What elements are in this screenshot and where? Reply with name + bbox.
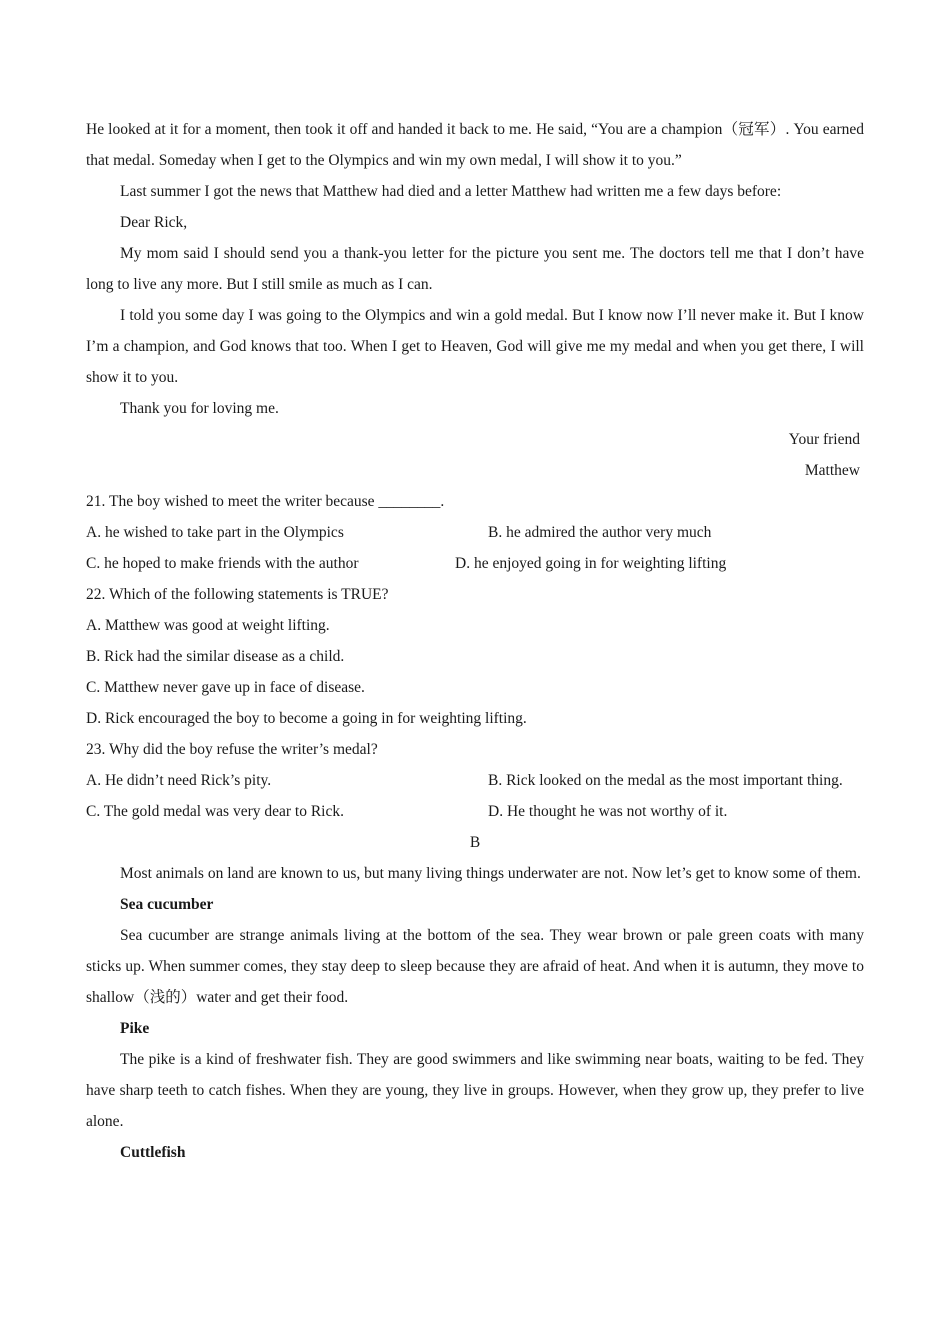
passage-b-intro: Most animals on land are known to us, but many living things underwater are not. Now let’s get to know some of them.	[120, 865, 861, 882]
question-22-option-c: C. Matthew never gave up in face of disease.	[86, 679, 365, 696]
document-page	[86, 114, 864, 1168]
letter-paragraph-3: Thank you for loving me.	[120, 400, 279, 417]
question-22-option-a: A. Matthew was good at weight lifting.	[86, 617, 330, 634]
question-22-option-d: D. Rick encouraged the boy to become a going in for weighting lifting.	[86, 710, 527, 727]
section-text-sea-cucumber: Sea cucumber are strange animals living at the bottom of the sea. They wear brown or pale green coats with many sticks up. When summer comes, they stay deep to sleep because they are afraid of heat. And when it is autumn, they move to shallow（浅的）water and get their food.	[86, 927, 864, 1006]
question-21-option-b: B. he admired the author very much	[488, 524, 712, 541]
question-21-option-a: A. he wished to take part in the Olympics	[86, 524, 344, 541]
question-23-option-d: D. He thought he was not worthy of it.	[488, 803, 728, 820]
question-23-options-row-2	[86, 796, 864, 827]
question-21-option-d: D. he enjoyed going in for weighting lifting	[455, 555, 727, 572]
letter-salutation: Dear Rick,	[120, 214, 188, 231]
section-heading-cuttlefish: Cuttlefish	[120, 1144, 186, 1161]
question-23-option-b: B. Rick looked on the medal as the most important thing.	[488, 772, 843, 789]
letter-paragraph-2: I told you some day I was going to the Olympics and win a gold medal. But I know now I’ll never make it. But I know I’m a champion, and God knows that too. When I get to Heaven, God will give me my medal and when you get there, I will show it to you.	[86, 307, 864, 386]
passage-a-paragraph-1: He looked at it for a moment, then took it off and handed it back to me. He said, “You are a champion（冠军）. You earned that medal. Someday when I get to the Olympics and win my own medal, I will show it to you.”	[86, 121, 864, 169]
question-23-stem: 23. Why did the boy refuse the writer’s medal?	[86, 741, 378, 758]
passage-a-paragraph-2: Last summer I got the news that Matthew had died and a letter Matthew had written me a few days before:	[120, 183, 782, 200]
question-21-options-row-2	[86, 548, 864, 579]
question-23-options-row-1	[86, 765, 864, 796]
question-21-stem: 21. The boy wished to meet the writer because ________.	[86, 493, 445, 510]
passage-b-label: B	[469, 834, 481, 851]
question-23-option-c: C. The gold medal was very dear to Rick.	[86, 803, 344, 820]
section-heading-sea-cucumber: Sea cucumber	[120, 896, 214, 913]
letter-signature: Matthew	[804, 462, 860, 479]
letter-closing: Your friend	[788, 431, 860, 448]
question-21-options-row-1	[86, 517, 864, 548]
letter-paragraph-1: My mom said I should send you a thank-you letter for the picture you sent me. The doctors tell me that I don’t have long to live any more. But I still smile as much as I can.	[86, 245, 864, 293]
section-heading-pike: Pike	[120, 1020, 150, 1037]
question-23-option-a: A. He didn’t need Rick’s pity.	[86, 772, 272, 789]
question-22-option-b: B. Rick had the similar disease as a child.	[86, 648, 345, 665]
section-text-pike: The pike is a kind of freshwater fish. They are good swimmers and like swimming near boats, waiting to be fed. They have sharp teeth to catch fishes. When they are young, they live in groups. However, when they grow up, they prefer to live alone.	[86, 1051, 864, 1130]
question-22-stem: 22. Which of the following statements is TRUE?	[86, 586, 389, 603]
question-21-option-c: C. he hoped to make friends with the author	[86, 555, 359, 572]
